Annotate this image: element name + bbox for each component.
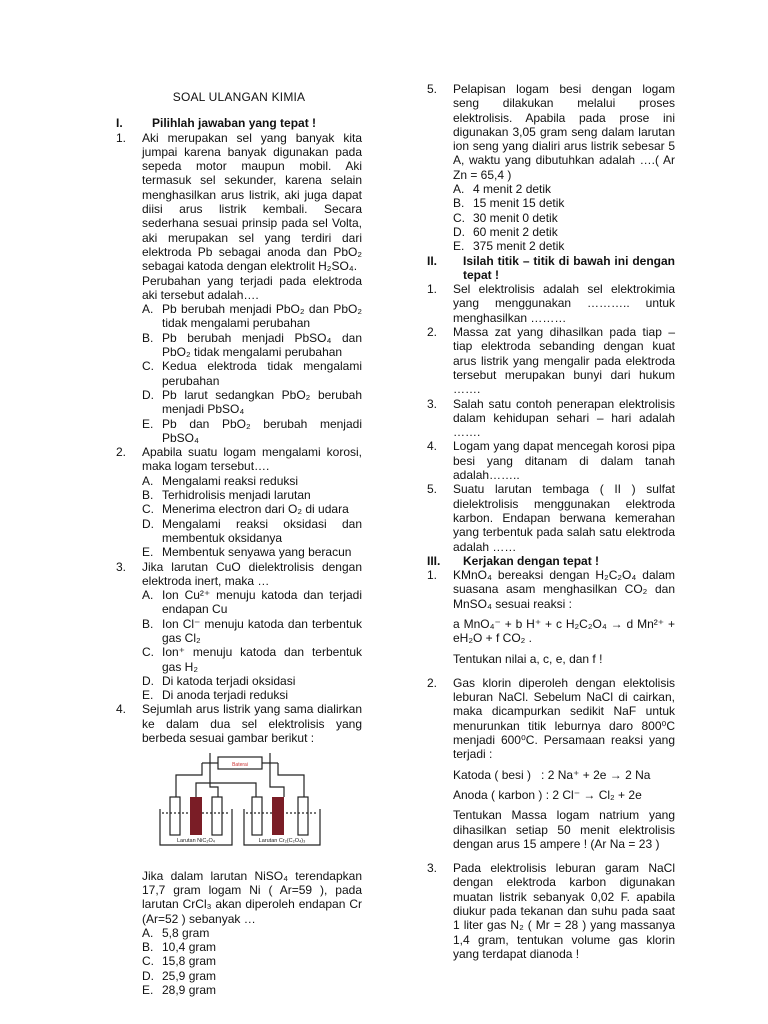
question-number: 3.: [427, 861, 438, 876]
question-text: Logam yang dapat mencegah korosi pipa besi yang ditanam di dalam tanah adalah……..: [453, 439, 675, 483]
option-text: 30 menit 0 detik: [473, 210, 558, 225]
question-number: 2.: [116, 445, 127, 460]
option-letter: D.: [142, 673, 154, 688]
answer-option: [142, 517, 362, 546]
fill-question: [427, 439, 675, 482]
left-cell-label: Larutan NiC₂O₄: [176, 838, 216, 845]
fill-question: [427, 397, 675, 440]
question-number: 4.: [427, 439, 438, 454]
section-number: III.: [427, 553, 441, 568]
section-title: Isilah titik – titik di bawah ini dengan tepat !: [463, 253, 675, 282]
reaction-equation: a MnO₄⁻ + b H⁺ + c H₂C₂O₄ → d Mn²⁺ + eH₂O + f CO₂ .: [453, 616, 675, 646]
left-tube: [170, 797, 180, 835]
right-electrode: [272, 797, 284, 835]
left-tube: [212, 797, 222, 835]
answer-option: [142, 502, 362, 516]
option-letter: D.: [453, 224, 465, 239]
question-number: 3.: [427, 396, 438, 411]
option-letter: A.: [142, 588, 154, 603]
option-letter: D.: [142, 968, 154, 983]
essay-question-1: [427, 568, 675, 666]
essay-question-2: [427, 676, 675, 851]
answer-option: [142, 688, 362, 702]
option-text: 15 menit 15 detik: [473, 196, 565, 211]
option-text: 25,9 gram: [162, 968, 217, 983]
option-letter: A.: [142, 473, 154, 488]
question-text: Apabila suatu logam mengalami korosi, maka logam tersebut….: [142, 445, 362, 474]
option-letter: A.: [142, 925, 154, 940]
option-text: 375 menit 2 detik: [473, 239, 565, 254]
answer-option: [453, 239, 675, 253]
fill-question: [427, 482, 675, 553]
question-5: [427, 82, 675, 254]
question-text: Suatu larutan tembaga ( II ) sulfat dielektrolisis menggunakan elektroda karbon. Endapan berwana kemerahan yang terbentuk pada salah satu elektroda adalah ……: [453, 482, 675, 554]
option-letter: A.: [142, 302, 154, 317]
option-letter: C.: [142, 954, 154, 969]
option-letter: A.: [453, 182, 465, 197]
option-letter: C.: [142, 359, 154, 374]
option-text: Terhidrolisis menjadi larutan: [162, 488, 311, 503]
question-text: Pada elektrolisis leburan garam NaCl dengan elektroda karbon digunakan muatan listrik sebanyak 0,02 F. apabila diukur pada tekanan dan suhu pada saat 1 liter gas N₂ ( Mr = 28 ) yang massanya 1,4 gram, tentukan volume gas klorin yang terdapat dianoda !: [453, 861, 675, 961]
answer-option: [142, 302, 362, 331]
option-text: 60 menit 2 detik: [473, 224, 558, 239]
section-title: Pilihlah jawaban yang tepat !: [152, 116, 317, 131]
answer-option: [142, 331, 362, 360]
answer-option: [142, 359, 362, 388]
option-letter: C.: [142, 645, 154, 660]
right-tube: [298, 797, 308, 835]
question-text: Sejumlah arus listrik yang sama dialirkan ke dalam dua sel elektrolisis yang berbeda sesuai gambar berikut :: [142, 702, 362, 746]
question-3: [116, 560, 362, 703]
option-letter: E.: [142, 416, 154, 431]
option-letter: D.: [142, 516, 154, 531]
option-text: Kedua elektroda tidak mengalami perubahan: [162, 359, 362, 388]
option-letter: E.: [142, 688, 154, 703]
question-4: [116, 702, 362, 997]
option-letter: B.: [453, 196, 465, 211]
option-text: Membentuk senyawa yang beracun: [162, 545, 352, 560]
section-iii-heading: [427, 554, 675, 568]
option-letter: E.: [142, 545, 154, 560]
question-text: KMnO₄ bereaksi dengan H₂C₂O₄ dalam suasana asam menghasilkan CO₂ dan MnSO₄ sesuai reaksi :: [453, 568, 675, 611]
answer-option: [142, 588, 362, 617]
answer-option: [142, 417, 362, 446]
option-letter: D.: [142, 387, 154, 402]
option-text: Mengalami reaksi oksidasi dan membentuk oksidanya: [162, 516, 362, 545]
answer-option: [142, 940, 362, 954]
option-letter: B.: [142, 940, 154, 955]
option-text: Pb larut sedangkan PbO₂ berubah menjadi PbSO₄: [162, 387, 362, 417]
question-text: Sel elektrolisis adalah sel elektrokimia yang menggunakan ……….. untuk menghasilkan ………: [453, 282, 675, 325]
question-number: 2.: [427, 325, 438, 340]
answer-option: [142, 474, 362, 488]
document-title: SOAL ULANGAN KIMIA: [172, 90, 306, 104]
question-text: Aki merupakan sel yang banyak kita jumpai karena banyak digunakan pada sepeda motor maupun mobil. Aki termasuk sel sekunder, karena selain menghasilkan arus listrik, aki juga dapat diisi arus listrik kembali. Secara sederhana sesuai prinsip pada sel Volta, aki merupakan sel yang terdiri dari elektroda Pb sebagai anoda dan PbO₂ sebagai katoda dengan elektrolit H₂SO₄.: [142, 130, 362, 274]
answer-option: [142, 645, 362, 674]
option-letter: C.: [142, 502, 154, 517]
option-text: Ion Cu²⁺ menuju katoda dan terjadi endapan Cu: [162, 588, 362, 617]
option-text: Pb berubah menjadi PbSO₄ dan PbO₂ tidak mengalami perubahan: [162, 330, 362, 360]
option-letter: E.: [142, 983, 154, 998]
option-letter: C.: [453, 210, 465, 225]
question-prompt: Tentukan nilai a, c, e, dan f !: [453, 651, 603, 666]
answer-option: [453, 182, 675, 196]
cathode-reaction: Katoda ( besi ) : 2 Na⁺ + 2e → 2 Na: [453, 767, 651, 782]
answer-option: [142, 674, 362, 688]
answer-option: [142, 954, 362, 968]
question-text: Pelapisan logam besi dengan logam seng dilakukan melalui proses elektrolisis. Apabila pada prose ini digunakan 3,05 gram seng dalam larutan ion seng yang dialiri arus listrik sebesar 5 A, waktu yang dibutuhkan adalah ….( Ar Zn = 65,4 ): [453, 82, 675, 182]
option-text: 4 menit 2 detik: [473, 182, 552, 197]
option-text: Ion⁺ menuju katoda dan terbentuk gas H₂: [162, 645, 362, 674]
option-letter: B.: [142, 488, 154, 503]
option-text: Ion Cl⁻ menuju katoda dan terbentuk gas Cl₂: [162, 616, 362, 645]
question-text: Jika larutan CuO dielektrolisis dengan elektroda inert, maka …: [142, 559, 362, 588]
anode-reaction: Anoda ( karbon ) : 2 Cl⁻ → Cl₂ + 2e: [453, 787, 642, 802]
option-text: Mengalami reaksi reduksi: [162, 473, 299, 488]
question-text: Jika dalam larutan NiSO₄ terendapkan 17,7 gram logam Ni ( Ar=59 ), pada larutan CrCl₃ akan diperoleh endapan Cr (Ar=52 ) sebanyak …: [142, 868, 362, 926]
answer-option: [142, 388, 362, 417]
option-text: Di anoda terjadi reduksi: [162, 688, 289, 703]
left-electrode: [190, 797, 202, 835]
electrolysis-diagram: [152, 749, 328, 859]
option-letter: E.: [453, 239, 465, 254]
wire: [196, 783, 256, 797]
answer-option: [142, 983, 362, 997]
answer-option: [453, 225, 675, 239]
essay-question-3: [427, 861, 675, 961]
question-number: 1.: [116, 130, 127, 145]
question-2: [116, 445, 362, 559]
option-letter: B.: [142, 330, 154, 345]
question-1: [116, 131, 362, 446]
option-text: 28,9 gram: [162, 983, 217, 998]
fill-question: [427, 325, 675, 396]
answer-option: [453, 196, 675, 210]
question-number: 3.: [116, 559, 127, 574]
option-text: 15,8 gram: [162, 954, 217, 969]
right-cell-label: Larutan Cr₂(C₂O₄)₃: [258, 838, 306, 845]
question-text: Salah satu contoh penerapan elektrolisis dalam kehidupan sehari – hari adalah …….: [453, 396, 675, 440]
battery-label: Baterai: [232, 762, 248, 769]
section-i-heading: [116, 116, 362, 130]
question-prompt: Tentukan Massa logam natrium yang dihasilkan setiap 50 menit elektrolisis dengan arus 15 ampere ! (Ar Na = 23 ): [453, 808, 675, 851]
question-number: 5.: [427, 82, 438, 96]
right-tube: [252, 797, 262, 835]
section-ii-heading: [427, 254, 675, 283]
question-prompt: Perubahan yang terjadi pada elektroda aki tersebut adalah….: [142, 273, 362, 302]
option-letter: B.: [142, 616, 154, 631]
question-number: 4.: [116, 702, 127, 717]
question-number: 1.: [427, 568, 438, 583]
fill-question: [427, 282, 675, 325]
answer-option: [142, 488, 362, 502]
option-text: Di katoda terjadi oksidasi: [162, 673, 296, 688]
option-text: Pb berubah menjadi PbO₂ dan PbO₂ tidak mengalami perubahan: [162, 302, 362, 331]
answer-option: [142, 545, 362, 559]
answer-option: [142, 926, 362, 940]
right-column: [427, 82, 675, 961]
left-column: [116, 82, 362, 997]
option-text: Menerima electron dari O₂ di udara: [162, 502, 349, 517]
answer-option: [453, 211, 675, 225]
wire: [270, 769, 284, 797]
option-text: Pb dan PbO₂ berubah menjadi PbSO₄: [162, 416, 362, 445]
option-text: 10,4 gram: [162, 940, 217, 955]
question-number: 5.: [427, 482, 438, 497]
section-number: I.: [116, 116, 123, 131]
answer-option: [142, 969, 362, 983]
wire: [176, 763, 202, 797]
option-text: 5,8 gram: [162, 925, 210, 940]
answer-option: [142, 617, 362, 646]
question-number: 1.: [427, 282, 438, 297]
question-number: 2.: [427, 675, 438, 690]
section-number: II.: [427, 253, 438, 268]
wire: [278, 763, 304, 797]
section-title: Kerjakan dengan tepat !: [463, 553, 600, 568]
question-text: Massa zat yang dihasilkan pada tiap – tiap elektroda sebanding dengan kuat arus listrik yang mengalir pada elektroda tersebut merupakan bunyi dari hukum …….: [453, 325, 675, 397]
question-text: Gas klorin diperoleh dengan elektolisis leburan NaCl. Sebelum NaCl di cairkan, maka dicampurkan sedikit NaF untuk menurunkan titik leburnya daro 800⁰C menjadi 600⁰C. Persamaan reaksi yang terjadi :: [453, 675, 675, 762]
